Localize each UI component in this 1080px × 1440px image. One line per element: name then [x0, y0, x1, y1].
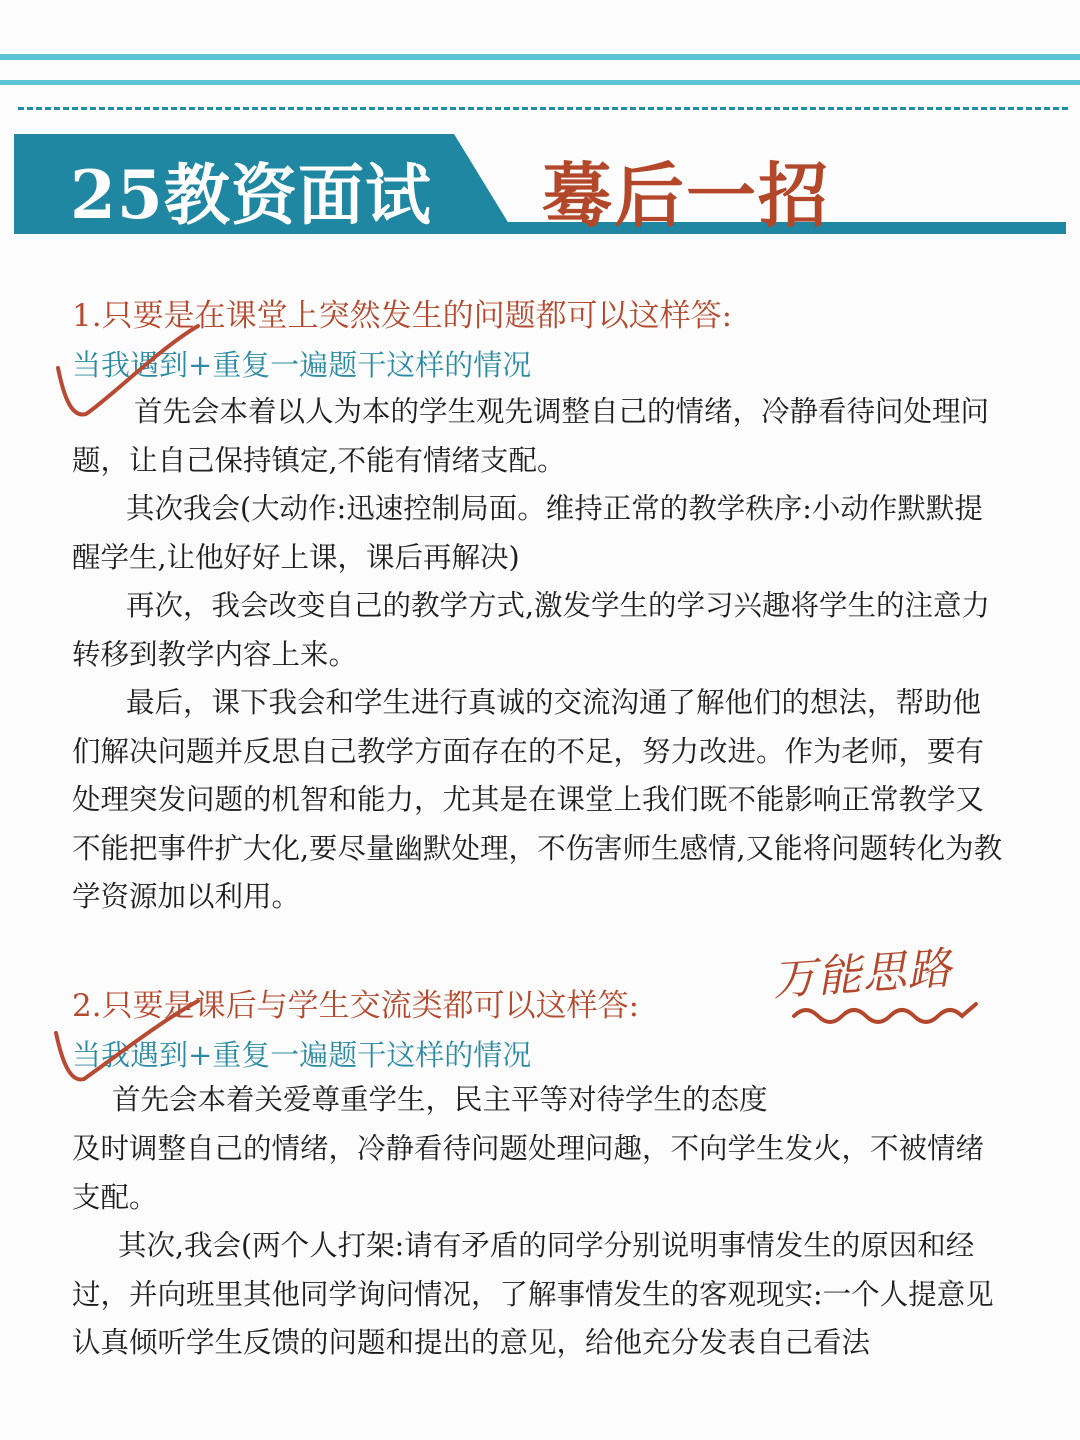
top-rule-upper — [0, 54, 1080, 60]
section-1-paragraph: 其次我会(大动作:迅速控制局面。维持正常的教学秩序:小动作默默提醒学生,让他好好上课，课后再解决) — [72, 492, 983, 574]
checkmark-icon — [50, 318, 210, 428]
squiggle-underline-icon — [790, 996, 980, 1026]
section-1-paragraph: 再次，我会改变自己的教学方式,激发学生的学习兴趣将学生的注意力转移到教学内容上来。 — [72, 589, 991, 671]
section-2-subheading: 当我遇到+重复一遍题干这样的情况 — [72, 1038, 532, 1072]
section-1-paragraph: 最后，课下我会和学生进行真诚的交流沟通了解他们的想法，帮助他们解决问题并反思自己教学方面存在的不足，努力改进。作为老师，要有处理突发问题的机智和能力，尤其是在课堂上我们既不能影响正常教学又不能把事件扩大化,要尽量幽默处理，不伤害师生感情,又能将问题转化为教学资源加以利用。 — [72, 686, 1003, 913]
section-1-heading: 1.只要是在课堂上突然发生的问题都可以这样答: — [72, 298, 733, 334]
dashed-divider — [18, 107, 1068, 110]
banner-subtitle: 蓦后一招 — [542, 154, 830, 237]
section-2-paragraph: 首先会本着关爱尊重学生，民主平等对待学生的态度 — [112, 1083, 768, 1116]
section-1-paragraph: 首先会本着以人为本的学生观先调整自己的情绪，冷静看待问处理问题，让自己保持镇定,不能有情绪支配。 — [72, 395, 990, 477]
banner-title: 25教资面试 — [70, 156, 432, 234]
handwritten-note: 万能思路 — [770, 942, 954, 1007]
top-rule-lower — [0, 80, 1080, 85]
section-1-subheading: 当我遇到+重复一遍题干这样的情况 — [72, 348, 532, 382]
section-2-paragraph: 其次,我会(两个人打架:请有矛盾的同学分别说明事情发生的原因和经过，并向班里其他同学询问情况，了解事情发生的客观现实:一个人提意见认真倾听学生反馈的问题和提出的意见，给他充分发表自己看法 — [72, 1229, 994, 1359]
section-2-heading: 2.只要是课后与学生交流类都可以这样答: — [72, 988, 640, 1024]
checkmark-icon — [48, 995, 208, 1095]
section-2-paragraph: 及时调整自己的情绪，冷静看待问题处理问趣，不向学生发火，不被情绪支配。 — [72, 1132, 985, 1214]
